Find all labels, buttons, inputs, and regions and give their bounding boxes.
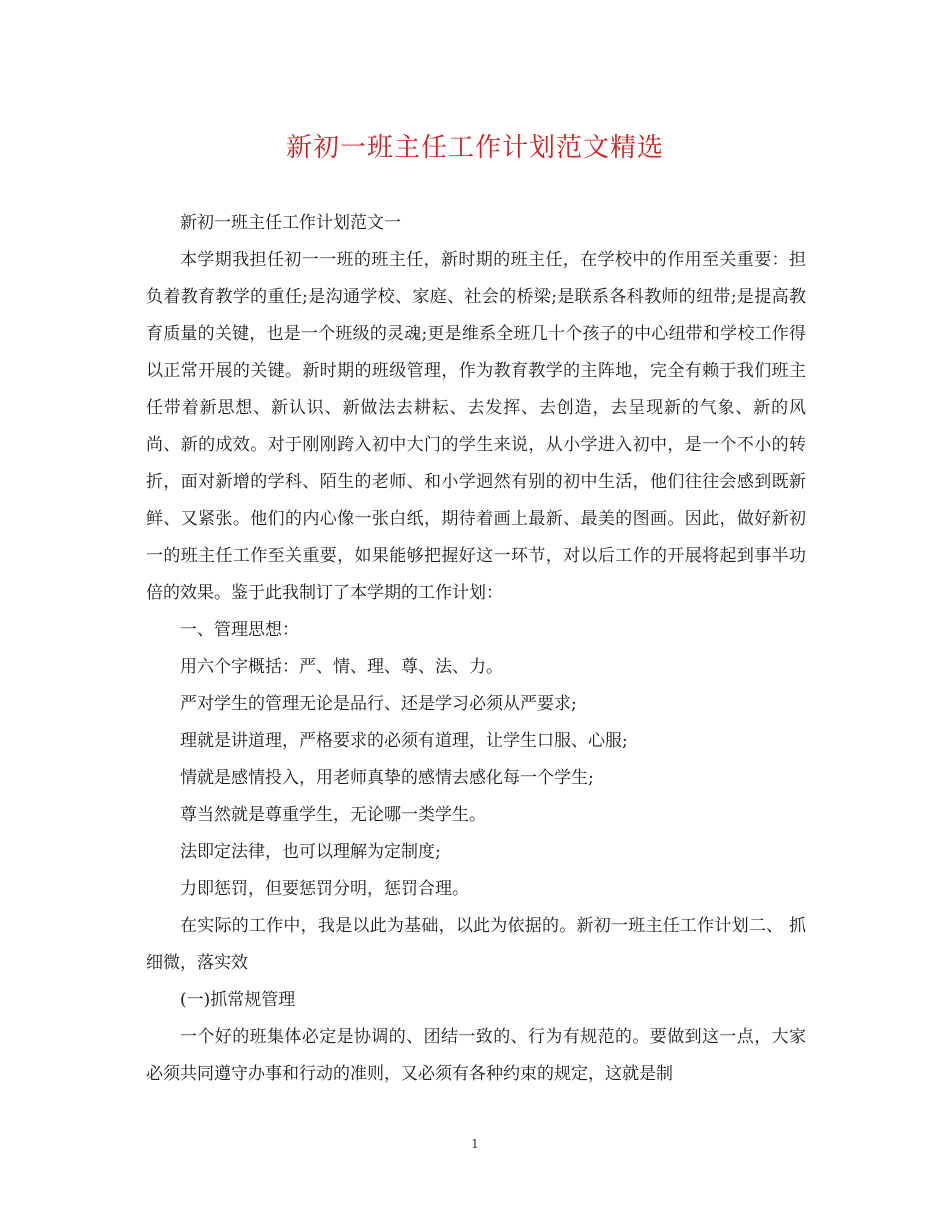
paragraph-class-collective: 一个好的班集体必定是协调的、团结一致的、行为有规范的。要做到这一点，大家必须共同遵守办事和行动的准则，又必须有各种约束的规定，这就是制: [146, 1027, 806, 1084]
paragraph-respect: 尊当然就是尊重学生，无论哪一类学生。: [180, 805, 486, 825]
paragraph-practice: 在实际的工作中，我是以此为基础，以此为依据的。新初一班主任工作计划二、 抓细微，落实效: [146, 916, 806, 973]
paragraph-force: 力即惩罚，但要惩罚分明，惩罚合理。: [180, 879, 469, 899]
intro-paragraph: 本学期我担任初一一班的班主任，新时期的班主任，在学校中的作用至关重要：担负着教育教学的重任;是沟通学校、家庭、社会的桥梁;是联系各科教师的纽带;是提高教育质量的关键，也是一个班级的灵魂;更是维系全班几十个孩子的中心纽带和学校工作得以正常开展的关键。新时期的班级管理，作为教育教学的主阵地，完全有赖于我们班主任带着新思想、新认识、新做法去耕耘、去发挥、去创造，去呈现新的气象、新的风尚、新的成效。对于刚刚跨入初中大门的学生来说，从小学进入初中，是一个不小的转折，面对新增的学科、陌生的老师、和小学迥然有别的初中生活，他们往往会感到既新鲜、又紧张。他们的内心像一张白纸，期待着画上最新、最美的图画。因此，做好新初一的班主任工作至关重要，如果能够把握好这一环节，对以后工作的开展将起到事半功倍的效果。鉴于此我制订了本学期的工作计划：: [146, 250, 806, 603]
paragraph-strict: 严对学生的管理无论是品行、还是学习必须从严要求;: [180, 694, 577, 714]
subheading-management-thought: 一、管理思想：: [180, 620, 299, 640]
section-heading: 新初一班主任工作计划范文一: [180, 213, 401, 233]
subheading-routine-management: (一)抓常规管理: [180, 990, 296, 1010]
paragraph-reason: 理就是讲道理，严格要求的必须有道理，让学生口服、心服;: [180, 731, 628, 751]
page-number: 1: [471, 1137, 479, 1151]
document-title: 新初一班主任工作计划范文精选: [285, 133, 664, 163]
document-body: [146, 205, 806, 1093]
paragraph-law: 法即定法律，也可以理解为定制度;: [180, 842, 441, 862]
paragraph-six-words: 用六个字概括：严、情、理、尊、法、力。: [180, 657, 503, 677]
paragraph-emotion: 情就是感情投入，用老师真挚的感情去感化每一个学生;: [180, 768, 594, 788]
